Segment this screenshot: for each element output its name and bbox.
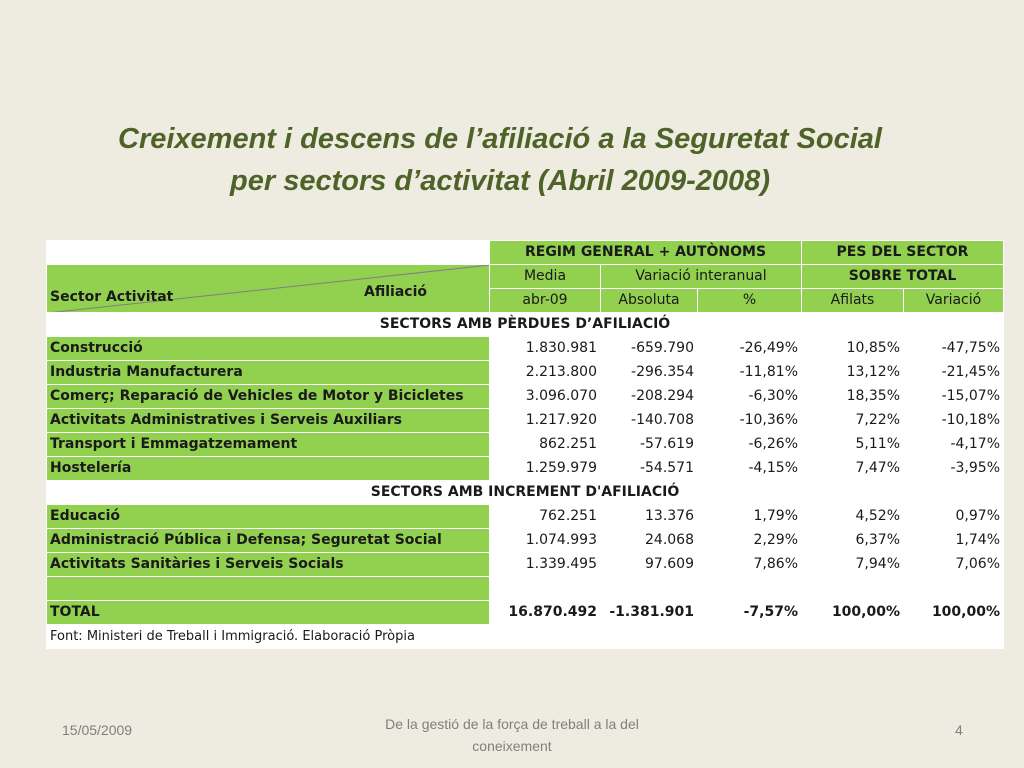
sector-name: Administració Pública i Defensa; Seguretat Social xyxy=(47,529,490,553)
table-row xyxy=(47,457,1004,481)
value-cell: 7,22% xyxy=(802,409,904,433)
header-row-2 xyxy=(47,265,1004,289)
sector-name: Activitats Sanitàries i Serveis Socials xyxy=(47,553,490,577)
total-cell: 100,00% xyxy=(904,601,1004,625)
total-cell: 16.870.492 xyxy=(490,601,601,625)
value-cell: -47,75% xyxy=(904,337,1004,361)
title-line-2: per sectors d’activitat (Abril 2009-2008) xyxy=(230,165,770,197)
footer-page-number: 4 xyxy=(955,722,963,738)
value-cell: -208.294 xyxy=(601,385,698,409)
table-row xyxy=(47,529,1004,553)
section-row-gains xyxy=(47,481,1004,505)
header-absoluta: Absoluta xyxy=(601,289,698,313)
value-cell: 762.251 xyxy=(490,505,601,529)
sector-name: Educació xyxy=(47,505,490,529)
affiliation-table xyxy=(46,240,1004,649)
value-cell: -3,95% xyxy=(904,457,1004,481)
value-cell: 5,11% xyxy=(802,433,904,457)
value-cell: 13.376 xyxy=(601,505,698,529)
source-note: Font: Ministeri de Treball i Immigració. Elaboració Pròpia xyxy=(47,625,1004,649)
value-cell: 1.339.495 xyxy=(490,553,601,577)
value-cell: -4,17% xyxy=(904,433,1004,457)
value-cell: 1,74% xyxy=(904,529,1004,553)
header-media: Media xyxy=(490,265,601,289)
value-cell: -15,07% xyxy=(904,385,1004,409)
value-cell: -21,45% xyxy=(904,361,1004,385)
table-row xyxy=(47,553,1004,577)
title-line-1: Creixement i descens de l’afiliació a la Seguretat Social xyxy=(118,123,882,155)
value-cell: 10,85% xyxy=(802,337,904,361)
table-row xyxy=(47,337,1004,361)
value-cell: 1.830.981 xyxy=(490,337,601,361)
sector-name: Construcció xyxy=(47,337,490,361)
value-cell: -296.354 xyxy=(601,361,698,385)
value-cell: -6,26% xyxy=(698,433,802,457)
value-cell: 4,52% xyxy=(802,505,904,529)
total-row xyxy=(47,601,1004,625)
slide-title xyxy=(60,118,940,202)
table-row xyxy=(47,433,1004,457)
value-cell: 1.259.979 xyxy=(490,457,601,481)
total-label: TOTAL xyxy=(47,601,490,625)
total-cell: 100,00% xyxy=(802,601,904,625)
value-cell: 7,86% xyxy=(698,553,802,577)
section-losses-label: SECTORS AMB PÈRDUES D’AFILIACIÓ xyxy=(47,313,1004,337)
sector-name: Hostelería xyxy=(47,457,490,481)
value-cell: -26,49% xyxy=(698,337,802,361)
value-cell: -659.790 xyxy=(601,337,698,361)
value-cell: 18,35% xyxy=(802,385,904,409)
value-cell: 1,79% xyxy=(698,505,802,529)
total-cell: -1.381.901 xyxy=(601,601,698,625)
sector-name: Activitats Administratives i Serveis Auxiliars xyxy=(47,409,490,433)
value-cell: 97.609 xyxy=(601,553,698,577)
header-afilats: Afilats xyxy=(802,289,904,313)
table-row xyxy=(47,409,1004,433)
value-cell: -10,18% xyxy=(904,409,1004,433)
value-cell: 6,37% xyxy=(802,529,904,553)
value-cell: 7,94% xyxy=(802,553,904,577)
value-cell: 3.096.070 xyxy=(490,385,601,409)
table-row xyxy=(47,505,1004,529)
value-cell: -54.571 xyxy=(601,457,698,481)
header-variacio-interanual: Variació interanual xyxy=(601,265,802,289)
sector-name: Industria Manufacturera xyxy=(47,361,490,385)
header-corner xyxy=(47,265,490,313)
value-cell: -4,15% xyxy=(698,457,802,481)
section-row-losses xyxy=(47,313,1004,337)
header-sector-activitat: Sector Activitat xyxy=(50,289,174,305)
value-cell: 7,47% xyxy=(802,457,904,481)
value-cell: 0,97% xyxy=(904,505,1004,529)
value-cell: -140.708 xyxy=(601,409,698,433)
value-cell: 7,06% xyxy=(904,553,1004,577)
value-cell: 1.074.993 xyxy=(490,529,601,553)
value-cell: 2,29% xyxy=(698,529,802,553)
header-regim-general: REGIM GENERAL + AUTÒNOMS xyxy=(490,241,802,265)
section-gains-label: SECTORS AMB INCREMENT D'AFILIACIÓ xyxy=(47,481,1004,505)
header-afiliacio: Afiliació xyxy=(364,284,427,300)
source-row xyxy=(47,625,1004,649)
value-cell: -10,36% xyxy=(698,409,802,433)
spacer-row xyxy=(47,577,1004,601)
losses-rows xyxy=(47,337,1004,481)
value-cell: -57.619 xyxy=(601,433,698,457)
value-cell: 1.217.920 xyxy=(490,409,601,433)
footer-date: 15/05/2009 xyxy=(62,722,133,738)
header-sobre-total: SOBRE TOTAL xyxy=(802,265,1004,289)
total-cell: -7,57% xyxy=(698,601,802,625)
value-cell: 24.068 xyxy=(601,529,698,553)
header-row-groups xyxy=(47,241,1004,265)
footer-title: De la gestió de la força de treball a la del coneixement xyxy=(385,716,639,754)
value-cell: -6,30% xyxy=(698,385,802,409)
value-cell: 13,12% xyxy=(802,361,904,385)
header-pes-sector: PES DEL SECTOR xyxy=(802,241,1004,265)
value-cell: -11,81% xyxy=(698,361,802,385)
sector-name: Comerç; Reparació de Vehicles de Motor y Bicicletes xyxy=(47,385,490,409)
header-pct: % xyxy=(698,289,802,313)
header-abr09: abr-09 xyxy=(490,289,601,313)
sector-name: Transport i Emmagatzemament xyxy=(47,433,490,457)
gains-rows xyxy=(47,505,1004,577)
value-cell: 862.251 xyxy=(490,433,601,457)
value-cell: 2.213.800 xyxy=(490,361,601,385)
header-variacio: Variació xyxy=(904,289,1004,313)
table-row xyxy=(47,385,1004,409)
table-row xyxy=(47,361,1004,385)
